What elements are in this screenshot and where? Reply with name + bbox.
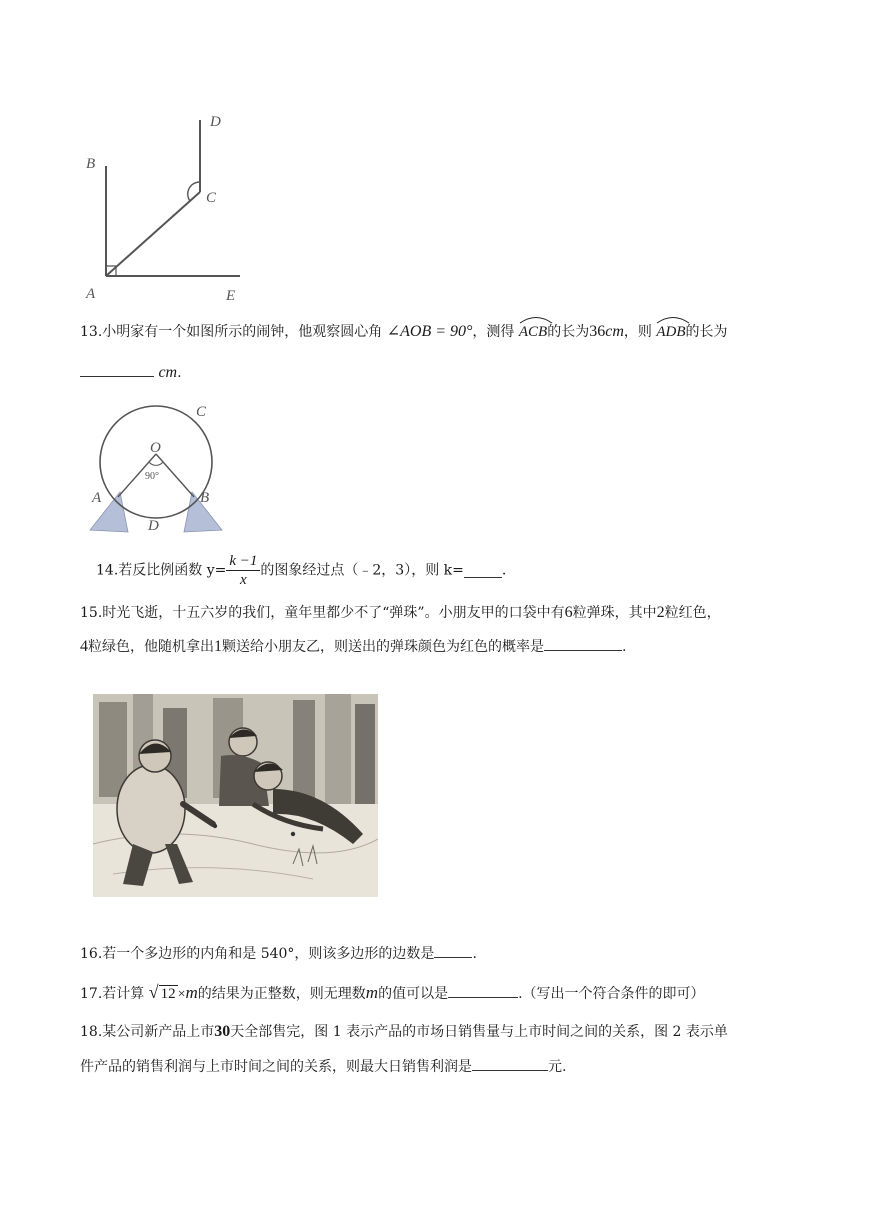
label-c: C [196, 404, 207, 420]
arc-adb: ADB [656, 322, 685, 342]
answer-blank[interactable] [80, 362, 154, 377]
angle-expression: ∠AOB = 90° [386, 323, 473, 340]
label-d: D [148, 518, 159, 534]
question-number: 17. [80, 986, 103, 1002]
answer-blank[interactable] [434, 943, 472, 958]
label-b: B [200, 490, 210, 506]
angle-figure [78, 108, 258, 308]
label-a: A [92, 490, 102, 506]
answer-blank[interactable] [472, 1056, 548, 1071]
label-e: E [226, 288, 236, 304]
square-root-expression: √ 12 [148, 982, 176, 1002]
label-b: B [86, 156, 96, 172]
question-number: 13. [80, 324, 103, 340]
label-c: C [206, 190, 217, 206]
question-18-line-1: 18.某公司新产品上市30天全部售完，图 1 表示产品的市场日销售量与上市时间之间的关系，图 2 表示单 [80, 1023, 728, 1040]
fraction: $\frac{k -1}{x}$ [226, 552, 260, 589]
question-number: 16. [80, 946, 103, 962]
question-14: 14.若反比例函数 y= $\frac{k -1}{x}$ 的图象经过点（﹣2，3），则 k= . [96, 553, 507, 588]
question-16: 16.若一个多边形的内角和是 540°，则该多边形的边数是 . [80, 943, 477, 964]
question-15-line-1: 15.时光飞逝，十五六岁的我们，童年里都少不了“弹珠”。小朋友甲的口袋中有6粒弹珠，其中2粒红色， [80, 604, 721, 621]
arc-acb: ACB [519, 322, 547, 342]
question-13-line-1: 13.小明家有一个如图所示的闹钟，他观察圆心角 ∠AOB = 90°，测得 ACB的长为36cm，则 ADB的长为 [80, 322, 728, 342]
question-18-line-2: 件产品的销售利润与上市时间之间的关系，则最大日销售利润是 元. [80, 1056, 566, 1077]
question-number: 15. [80, 605, 103, 621]
question-17: 17.若计算 √ 12 ×m的结果为正整数，则无理数m的值可以是 .（写出一个符合条件的即可） [80, 980, 705, 1007]
label-90: 90° [145, 471, 159, 482]
answer-blank[interactable] [464, 563, 502, 578]
question-15-line-2: 4粒绿色，他随机拿出1颗送给小朋友乙，则送出的弹珠颜色为红色的概率是 . [80, 638, 627, 655]
question-13-line-2: cm. [80, 362, 182, 383]
answer-blank[interactable] [544, 636, 622, 651]
answer-blank[interactable] [448, 983, 518, 998]
children-marbles-illustration [93, 694, 378, 897]
label-o: O [150, 440, 161, 456]
clock-figure [86, 400, 226, 545]
question-number: 14. [96, 562, 119, 579]
label-a: A [86, 286, 96, 302]
question-number: 18. [80, 1024, 103, 1040]
label-d: D [210, 114, 221, 130]
